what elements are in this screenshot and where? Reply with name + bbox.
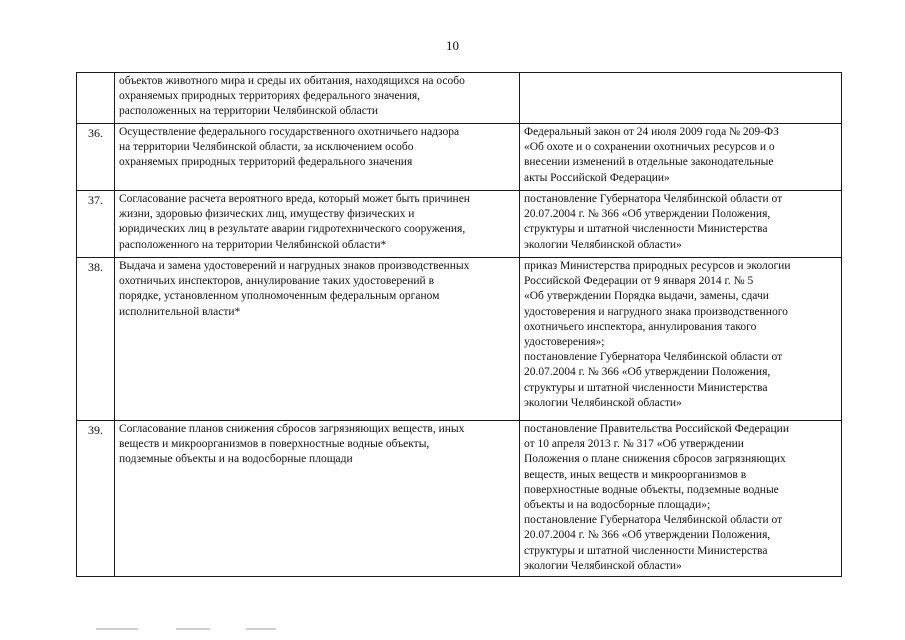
description-line: на территории Челябинской области, за исключением особо (119, 141, 414, 154)
legal-basis-line: структуры и штатной численности Министерства (524, 381, 768, 394)
row-number: 37. (77, 191, 115, 258)
table-row (77, 124, 842, 191)
legal-basis-line: удостоверения и нагрудного знака производственного (524, 305, 788, 318)
description-line: охраняемых природных территориях федерального значения, (119, 90, 421, 103)
row-description (115, 73, 520, 124)
description-line: Выдача и замена удостоверений и нагрудных знаков производственных (119, 260, 470, 272)
description-line: расположенного на территории Челябинской области* (119, 238, 387, 251)
legal-basis-line: внесении изменений в отдельные законодательные (524, 156, 774, 169)
row-number: 36. (77, 124, 115, 191)
row-description (115, 124, 520, 191)
description-line: охотничьих инспекторов, аннулирование таких удостоверений в (119, 275, 435, 288)
description-line: порядке, установленном уполномоченным федеральным органом (119, 290, 440, 303)
legal-basis-line: экологии Челябинской области» (524, 238, 682, 251)
legal-basis-line: поверхностные водные объекты, подземные водные (524, 483, 779, 496)
legal-basis-line: объекты и на водосборные площади»; (524, 499, 711, 512)
description-line: юридических лиц в результате аварии гидротехнического сооружения, (119, 223, 466, 236)
description-line: веществ и микроорганизмов в поверхностные водные объекты, (119, 438, 430, 451)
legal-basis-line: постановление Правительства Российской Федерации (524, 423, 789, 435)
legal-basis-line: удостоверения»; (524, 336, 605, 349)
table-row (77, 191, 842, 258)
row-description (115, 421, 520, 577)
description-line: Осуществление федерального государственного охотничьего надзора (119, 126, 460, 138)
description-line: исполнительной власти* (119, 305, 241, 318)
legal-basis-line: Положения о плане снижения сбросов загрязняющих (524, 453, 786, 466)
row-legal-basis (520, 191, 842, 258)
legal-basis-line: постановление Губернатора Челябинской области от (524, 514, 783, 527)
legal-basis-line: акты Российской Федерации» (524, 171, 670, 184)
description-line: жизни, здоровью физических лиц, имуществу физических и (119, 208, 415, 221)
row-number: 38. (77, 258, 115, 421)
legal-basis-line: охотничьего инспектора, аннулирования такого (524, 320, 757, 333)
description-line: объектов животного мира и среды их обитания, находящихся на особо (119, 75, 465, 87)
legal-basis-line: постановление Губернатора Челябинской области от (524, 351, 783, 364)
description-line: подземные объекты и на водосборные площади (119, 453, 353, 466)
legal-basis-line: «Об охоте и о сохранении охотничьих ресурсов и о (524, 141, 775, 154)
table-row (77, 73, 842, 124)
description-line: Согласование планов снижения сбросов загрязняющих веществ, иных (119, 423, 465, 435)
legal-basis-line: 20.07.2004 г. № 366 «Об утверждении Положения, (524, 208, 771, 221)
legal-basis-line: структуры и штатной численности Министерства (524, 223, 768, 236)
row-legal-basis (520, 421, 842, 577)
description-line: расположенных на территории Челябинской области (119, 105, 379, 118)
table-row (77, 258, 842, 421)
description-line: Согласование расчета вероятного вреда, который может быть причинен (119, 193, 470, 205)
legal-basis-line: веществ, иных веществ и микроорганизмов в (524, 468, 747, 481)
row-description (115, 191, 520, 258)
legal-basis-line: Федеральный закон от 24 июля 2009 года № 209-ФЗ (524, 126, 779, 138)
row-legal-basis (520, 258, 842, 421)
page-number: 10 (446, 38, 459, 53)
scan-artifact (96, 628, 356, 632)
legal-basis-line: постановление Губернатора Челябинской области от (524, 193, 783, 205)
document-table (76, 72, 842, 577)
table-row (77, 421, 842, 577)
row-legal-basis (520, 73, 842, 124)
legal-basis-line: 20.07.2004 г. № 366 «Об утверждении Положения, (524, 529, 771, 542)
legal-basis-line: экологии Челябинской области» (524, 559, 682, 572)
legal-basis-line: «Об утверждении Порядка выдачи, замены, сдачи (524, 290, 769, 303)
legal-basis-line: 20.07.2004 г. № 366 «Об утверждении Положения, (524, 366, 771, 379)
row-description (115, 258, 520, 421)
legal-basis-line: экологии Челябинской области» (524, 396, 682, 409)
row-number: 39. (77, 421, 115, 577)
row-number (77, 73, 115, 124)
description-line: охраняемых природных территорий федерального значения (119, 156, 413, 169)
legal-basis-line: Российской Федерации от 9 января 2014 г. № 5 (524, 275, 754, 288)
legal-basis-line: структуры и штатной численности Министерства (524, 544, 768, 557)
legal-basis-line: от 10 апреля 2013 г. № 317 «Об утверждении (524, 438, 744, 451)
row-legal-basis (520, 124, 842, 191)
legal-basis-line: приказ Министерства природных ресурсов и экологии (524, 260, 791, 272)
